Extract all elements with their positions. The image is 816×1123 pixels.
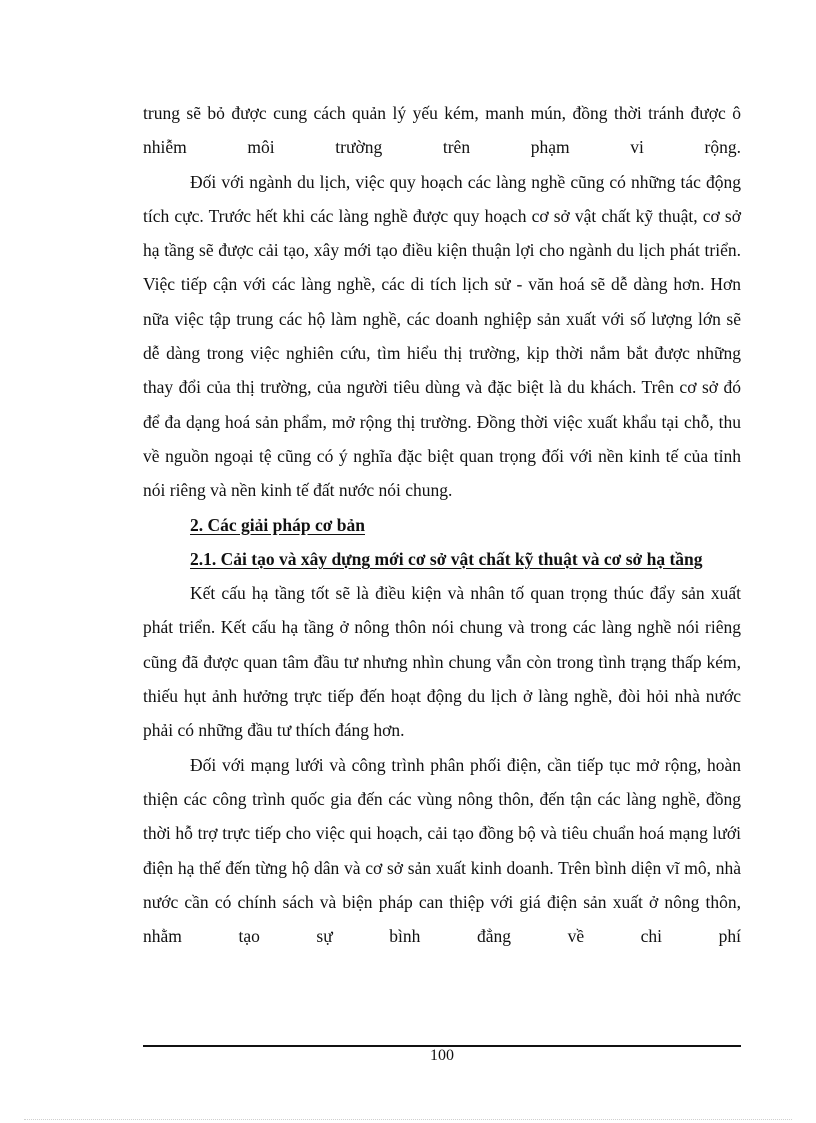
page-number: 100	[430, 1047, 454, 1064]
subsection-heading: 2.1. Cải tạo và xây dựng mới cơ sở vật chất kỹ thuật và cơ sở hạ tầng	[190, 548, 703, 569]
section-heading: 2. Các giải pháp cơ bản	[190, 514, 365, 535]
electricity-paragraph: Đối với mạng lưới và công trình phân phối điện, cần tiếp tục mở rộng, hoàn thiện các công trình quốc gia đến các vùng nông thôn, đến tận các làng nghề, đồng thời hỗ trợ trực tiếp cho việc qui hoạch, cải tạo đồng bộ và tiêu chuẩn hoá mạng lưới điện hạ thế đến từng hộ dân và cơ sở sản xuất kinh doanh. Trên bình diện vĩ mô, nhà nước cần có chính sách và biện pháp can thiệp với giá điện sản xuất ở nông thôn, nhằm tạo sự bình đẳng về chi phí	[143, 754, 741, 947]
page-body	[143, 96, 741, 953]
page-bottom-border	[24, 1119, 792, 1120]
infrastructure-paragraph: Kết cấu hạ tầng tốt sẽ là điều kiện và nhân tố quan trọng thúc đẩy sản xuất phát triển. Kết cấu hạ tầng ở nông thôn nói chung và trong các làng nghề nói riêng cũng đã được quan tâm đầu tư nhưng nhìn chung vẫn còn trong tình trạng thấp kém, thiếu hụt ảnh hưởng trực tiếp đến hoạt động du lịch ở làng nghề, đòi hỏi nhà nước phải có những đầu tư thích đáng hơn.	[143, 583, 741, 741]
continued-paragraph: trung sẽ bỏ được cung cách quản lý yếu kém, manh mún, đồng thời tránh được ô nhiễm môi trường trên phạm vi rộng.	[143, 103, 741, 158]
tourism-paragraph: Đối với ngành du lịch, việc quy hoạch các làng nghề cũng có những tác động tích cực. Trước hết khi các làng nghề được quy hoạch cơ sở vật chất kỹ thuật, cơ sở hạ tầng sẽ được cải tạo, xây mới tạo điều kiện thuận lợi cho ngành du lịch phát triển. Việc tiếp cận với các làng nghề, các di tích lịch sử - văn hoá sẽ dễ dàng hơn. Hơn nữa việc tập trung các hộ làm nghề, các doanh nghiệp sản xuất với số lượng lớn sẽ dễ dàng trong việc nghiên cứu, tìm hiểu thị trường, kịp thời nắm bắt được những thay đổi của thị trường, của người tiêu dùng và đặc biệt là du khách. Trên cơ sở đó để đa dạng hoá sản phẩm, mở rộng thị trường. Đồng thời việc xuất khẩu tại chỗ, thu về nguồn ngoại tệ cũng có ý nghĩa đặc biệt quan trọng đối với nền kinh tế của tỉnh nói riêng và nền kinh tế đất nước nói chung.	[143, 171, 741, 501]
